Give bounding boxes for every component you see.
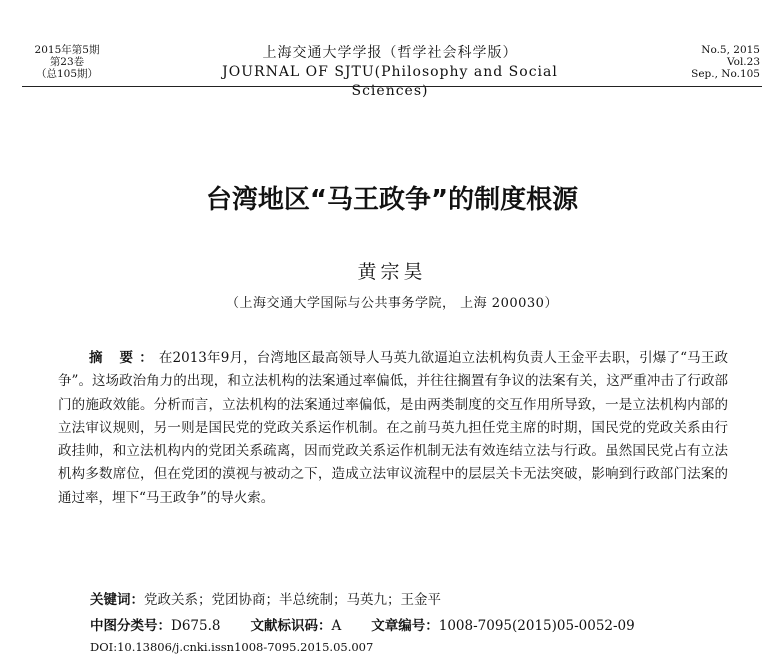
doc-code-label: 文献标识码：: [250, 618, 332, 634]
clc-label: 中图分类号：: [90, 618, 171, 634]
issue-volume-en: Vol.23: [727, 56, 760, 68]
issue-number-en: No.5, 2015: [701, 44, 760, 56]
issue-total: （总105期）: [35, 68, 99, 80]
article-author: 黄宗昊: [357, 261, 427, 283]
header-rule: [22, 86, 762, 87]
issue-info-cn: [22, 44, 112, 80]
doc-code-value: A: [331, 618, 342, 634]
keywords-line: [90, 588, 441, 608]
journal-name: [190, 44, 590, 101]
keywords-label: 关键词：: [90, 592, 144, 608]
issue-year-number: 2015年第5期: [34, 44, 100, 56]
article-title: 台湾地区“马王政争”的制度根源: [205, 185, 579, 215]
article-no-label: 文章编号：: [371, 618, 439, 634]
journal-name-en: JOURNAL OF SJTU(Philosophy and Social Sciences): [222, 64, 558, 99]
clc-value: D675.8: [171, 618, 221, 634]
author-affiliation: （上海交通大学国际与公共事务学院， 上海 200030）: [226, 296, 558, 311]
abstract: [58, 347, 728, 510]
doi: DOI:10.13806/j.cnki.issn1008-7095.2015.05.007: [90, 640, 374, 654]
journal-name-cn: 上海交通大学学报（哲学社会科学版）: [262, 45, 518, 61]
abstract-text: 在2013年9月，台湾地区最高领导人马英九欲逼迫立法机构负责人王金平去职，引爆了“马王政争”。这场政治角力的出现，和立法机构的法案通过率偏低，并往往搁置有争议的法案有关，这严重冲击了行政部门的施政效能。分析而言，立法机构的法案通过率偏低，是由两类制度的交互作用所导致，一是立法机构内部的立法审议规则，另一则是国民党的党政关系运作机制。在之前马英九担任党主席的时期，国民党的党政关系由行政挂帅，和立法机构内的党团关系疏离，因而党政关系运作机制无法有效连结立法与行政。虽然国民党占有立法机构多数席位，但在党团的漠视与被动之下，造成立法审议流程中的层层关卡无法突破，影响到行政部门法案的通过率，埋下“马王政争”的导火索。: [58, 350, 728, 506]
article-no-value: 1008-7095(2015)05-0052-09: [438, 618, 635, 634]
issue-volume: 第23卷: [49, 56, 85, 68]
issue-info-en: [650, 44, 760, 80]
classification-line: [90, 614, 635, 634]
abstract-label: 摘 要：: [89, 350, 159, 366]
keywords: 党政关系；党团协商；半总统制；马英九；王金平: [144, 592, 441, 608]
issue-total-en: Sep., No.105: [691, 68, 760, 80]
